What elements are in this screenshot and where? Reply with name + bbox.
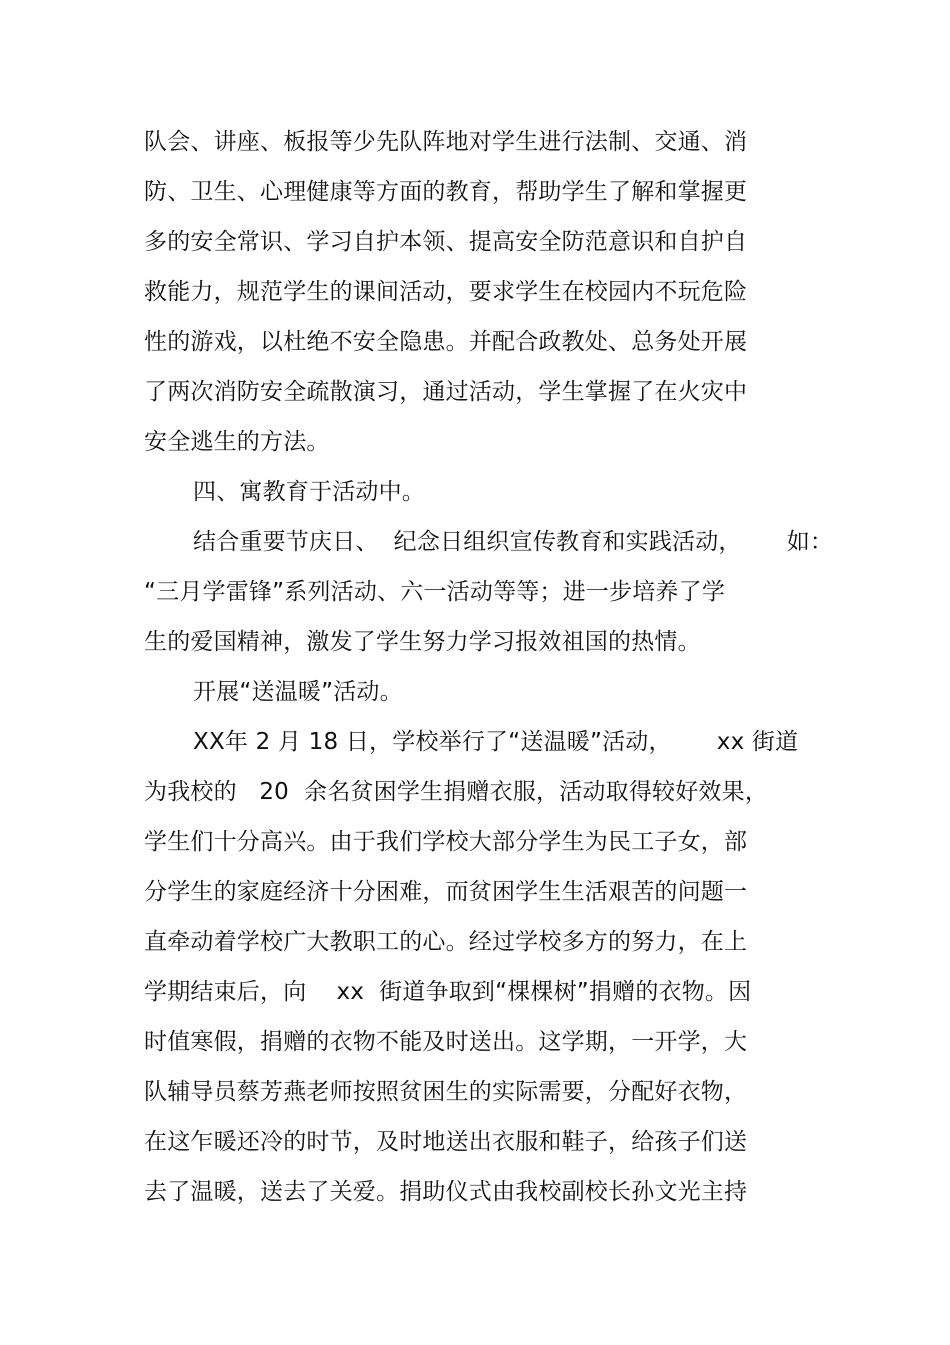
text-line: 队辅导员蔡芳燕老师按照贫困生的实际需要，分配好衣物， [144, 1079, 748, 1105]
text-line: 防、卫生、心理健康等方面的教育，帮助学生了解和掌握更 [144, 179, 748, 205]
text-line: 救能力，规范学生的课间活动，要求学生在校园内不玩危险 [144, 279, 748, 305]
text-line: 为我校的 20 余名贫困学生捐赠衣服，活动取得较好效果， [144, 779, 769, 805]
text-line: 学生们十分高兴。由于我们学校大部分学生为民工子女，部 [144, 829, 748, 855]
text-line: 多的安全常识、学习自护本领、提高安全防范意识和自护自 [144, 229, 748, 255]
text-line: 时值寒假，捐赠的衣物不能及时送出。这学期，一开学，大 [144, 1029, 748, 1055]
text-line: 队会、讲座、板报等少先队阵地对学生进行法制、交通、消 [144, 129, 748, 155]
text-line: 安全逃生的方法。 [144, 429, 330, 455]
text-line: 分学生的家庭经济十分困难，而贫困学生生活艰苦的问题一 [144, 879, 748, 905]
text-line: “三月学雷锋”系列活动、六一活动等等；进一步培养了学 [144, 579, 726, 605]
text-line: 在这乍暖还冷的时节，及时地送出衣服和鞋子，给孩子们送 [144, 1129, 748, 1155]
paragraph-start: 结合重要节庆日、 纪念日组织宣传教育和实践活动， 如： [193, 529, 834, 555]
paragraph-start: XX年 2 月 18 日，学校举行了“送温暖”活动， xx 街道 [193, 729, 799, 755]
section-heading: 四、寓教育于活动中。 [193, 479, 425, 505]
text-line: 了两次消防安全疏散演习，通过活动，学生掌握了在火灾中 [144, 379, 748, 405]
subheading: 开展“送温暖”活动。 [193, 679, 403, 705]
text-line: 学期结束后，向 xx 街道争取到“棵棵树”捐赠的衣物。因 [144, 979, 752, 1005]
text-line: 生的爱国精神，激发了学生努力学习报效祖国的热情。 [144, 629, 701, 655]
text-line: 直牵动着学校广大教职工的心。经过学校多方的努力，在上 [144, 929, 748, 955]
text-line: 去了温暖，送去了关爱。捐助仪式由我校副校长孙文光主持 [144, 1179, 748, 1205]
text-line: 性的游戏，以杜绝不安全隐患。并配合政教处、总务处开展 [144, 329, 748, 355]
